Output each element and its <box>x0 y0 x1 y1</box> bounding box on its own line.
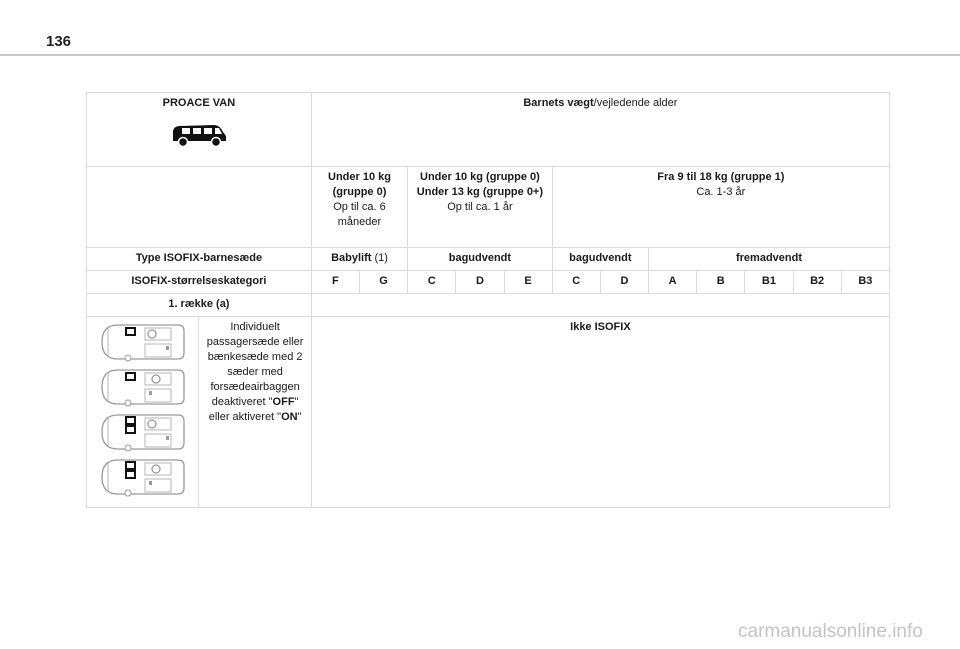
seat-diagram-cell <box>87 317 199 508</box>
vehicle-name: PROACE VAN <box>162 97 236 109</box>
seat-layout-4-icon <box>98 457 188 497</box>
size-category: B2 <box>793 271 841 294</box>
size-category: A <box>649 271 697 294</box>
size-category: E <box>504 271 552 294</box>
group-0plus-title: Under 10 kg (gruppe 0) <box>420 171 540 183</box>
seat-description-text: " eller aktiveret " <box>208 396 299 423</box>
size-category: G <box>359 271 407 294</box>
isofix-table <box>86 92 890 508</box>
blank-cell <box>87 167 312 248</box>
group-0plus-title2: Under 13 kg (gruppe 0+) <box>416 186 544 198</box>
page-number: 136 <box>46 33 72 50</box>
isofix-result: Ikke ISOFIX <box>311 317 889 508</box>
size-row-label: ISOFIX-størrelseskategori <box>87 271 312 294</box>
type-rear-facing-1: bagudvendt <box>408 248 553 271</box>
type-row-label: Type ISOFIX-barnesæde <box>87 248 312 271</box>
size-category: F <box>311 271 359 294</box>
guide-age-label: /vejledende alder <box>593 97 678 109</box>
size-category: D <box>456 271 504 294</box>
vehicle-cell <box>87 93 312 167</box>
airbag-on-label: ON <box>281 411 298 423</box>
seat-description-text: Individuelt passagersæde eller bænkesæde med 2 sæder med forsædeairbaggen deaktiveret " <box>206 321 304 408</box>
type-rear-facing-2: bagudvendt <box>552 248 648 271</box>
watermark: carmanualsonline.info <box>738 621 923 642</box>
seat-layout-1-icon <box>98 322 188 362</box>
row-1-label: 1. række (a) <box>87 294 312 317</box>
group-1-note: Ca. 1-3 år <box>696 186 746 198</box>
header-rule <box>0 54 960 56</box>
seat-description-text: " <box>297 411 302 423</box>
airbag-off-label: OFF <box>272 396 295 408</box>
group-0-cell <box>311 167 407 248</box>
group-0-title: Under 10 kg (gruppe 0) <box>328 171 391 198</box>
child-weight-header <box>311 93 889 167</box>
child-weight-label: Barnets vægt <box>523 97 594 109</box>
size-category: B <box>697 271 745 294</box>
van-icon <box>170 120 228 148</box>
babylift-cell <box>311 248 407 271</box>
size-category: B1 <box>745 271 793 294</box>
group-0plus-cell <box>408 167 553 248</box>
size-category: D <box>600 271 648 294</box>
size-category: C <box>408 271 456 294</box>
group-1-cell <box>552 167 889 248</box>
seat-layout-3-icon <box>98 412 188 452</box>
group-0plus-note: Op til ca. 1 år <box>447 201 513 213</box>
seat-description <box>199 317 311 508</box>
babylift-label: Babylift <box>331 252 372 264</box>
group-1-title: Fra 9 til 18 kg (gruppe 1) <box>657 171 785 183</box>
size-category: B3 <box>841 271 889 294</box>
group-0-note: Op til ca. 6 måneder <box>333 201 386 228</box>
size-category: C <box>552 271 600 294</box>
type-forward-facing: fremadvendt <box>649 248 890 271</box>
seat-layout-2-icon <box>98 367 188 407</box>
babylift-note: (1) <box>371 252 388 264</box>
row-1-blank <box>311 294 889 317</box>
